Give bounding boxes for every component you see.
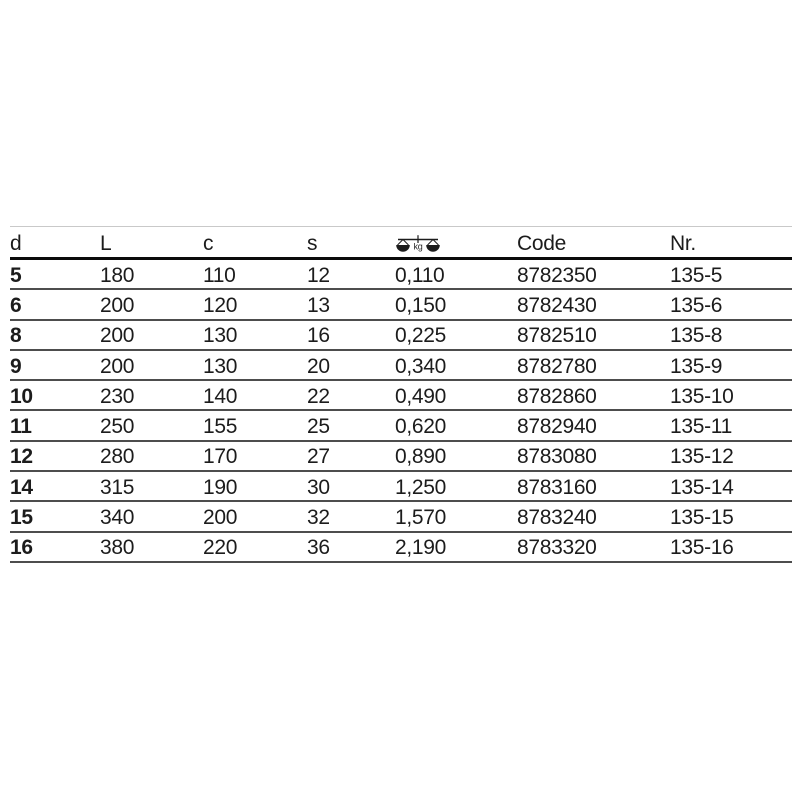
cell-nr: 135-10 — [670, 384, 734, 408]
table-row — [10, 442, 792, 472]
cell-s: 32 — [307, 506, 330, 530]
table-body — [10, 260, 792, 563]
col-header-d: d — [10, 232, 22, 255]
table-row — [10, 533, 792, 563]
cell-c: 120 — [203, 293, 238, 317]
cell-L: 180 — [100, 263, 135, 287]
cell-L: 280 — [100, 445, 135, 469]
cell-kg: 0,110 — [395, 263, 445, 287]
cell-c: 155 — [203, 415, 238, 439]
cell-code: 8782780 — [517, 354, 597, 378]
cell-c: 110 — [203, 263, 236, 287]
cell-d: 12 — [10, 445, 33, 469]
cell-kg: 0,340 — [395, 354, 446, 378]
cell-s: 13 — [307, 293, 330, 317]
col-header-s: s — [307, 232, 318, 255]
cell-s: 12 — [307, 263, 330, 287]
table-row — [10, 472, 792, 502]
cell-kg: 1,250 — [395, 475, 446, 499]
cell-code: 8783160 — [517, 475, 597, 499]
cell-code: 8782940 — [517, 415, 597, 439]
balance-scale-icon — [395, 234, 441, 255]
cell-nr: 135-11 — [670, 415, 732, 439]
spec-table — [10, 226, 792, 563]
cell-kg: 2,190 — [395, 536, 446, 560]
cell-kg: 1,570 — [395, 506, 446, 530]
cell-s: 22 — [307, 384, 330, 408]
cell-L: 200 — [100, 324, 135, 348]
col-header-weight — [395, 234, 517, 257]
cell-L: 200 — [100, 354, 135, 378]
table-row — [10, 290, 792, 320]
cell-code: 8782860 — [517, 384, 597, 408]
cell-kg: 0,890 — [395, 445, 446, 469]
cell-nr: 135-9 — [670, 354, 723, 378]
cell-d: 14 — [10, 475, 33, 499]
table-row — [10, 321, 792, 351]
cell-nr: 135-12 — [670, 445, 734, 469]
table-row — [10, 260, 792, 290]
table-row — [10, 351, 792, 381]
cell-c: 130 — [203, 324, 238, 348]
cell-kg: 0,150 — [395, 293, 446, 317]
col-header-c: c — [203, 232, 214, 255]
cell-d: 11 — [10, 415, 32, 439]
col-header-code: Code — [517, 232, 566, 255]
cell-L: 230 — [100, 384, 135, 408]
cell-d: 15 — [10, 506, 33, 530]
table-row — [10, 381, 792, 411]
cell-L: 380 — [100, 536, 135, 560]
cell-code: 8783080 — [517, 445, 597, 469]
cell-kg: 0,225 — [395, 324, 446, 348]
table-header-row — [10, 226, 792, 260]
cell-code: 8782350 — [517, 263, 597, 287]
col-header-nr: Nr. — [670, 232, 696, 255]
cell-code: 8782430 — [517, 293, 597, 317]
cell-L: 340 — [100, 506, 135, 530]
cell-nr: 135-15 — [670, 506, 734, 530]
cell-nr: 135-14 — [670, 475, 734, 499]
cell-s: 25 — [307, 415, 330, 439]
kg-unit-label: kg — [413, 241, 423, 252]
cell-s: 36 — [307, 536, 330, 560]
cell-nr: 135-8 — [670, 324, 723, 348]
cell-s: 16 — [307, 324, 330, 348]
cell-c: 200 — [203, 506, 238, 530]
cell-c: 140 — [203, 384, 238, 408]
cell-c: 220 — [203, 536, 238, 560]
cell-kg: 0,620 — [395, 415, 446, 439]
cell-nr: 135-5 — [670, 263, 723, 287]
cell-L: 200 — [100, 293, 135, 317]
cell-d: 9 — [10, 354, 22, 378]
cell-c: 170 — [203, 445, 238, 469]
cell-L: 315 — [100, 475, 135, 499]
cell-d: 8 — [10, 324, 22, 348]
cell-s: 30 — [307, 475, 330, 499]
cell-code: 8783240 — [517, 506, 597, 530]
cell-nr: 135-16 — [670, 536, 734, 560]
cell-d: 10 — [10, 384, 33, 408]
cell-L: 250 — [100, 415, 135, 439]
cell-code: 8782510 — [517, 324, 597, 348]
cell-s: 27 — [307, 445, 330, 469]
cell-s: 20 — [307, 354, 330, 378]
cell-d: 16 — [10, 536, 33, 560]
cell-kg: 0,490 — [395, 384, 446, 408]
cell-d: 5 — [10, 263, 22, 287]
table-row — [10, 411, 792, 441]
table-row — [10, 502, 792, 532]
cell-c: 130 — [203, 354, 238, 378]
cell-d: 6 — [10, 293, 22, 317]
cell-nr: 135-6 — [670, 293, 723, 317]
col-header-L: L — [100, 232, 112, 255]
cell-c: 190 — [203, 475, 238, 499]
cell-code: 8783320 — [517, 536, 597, 560]
